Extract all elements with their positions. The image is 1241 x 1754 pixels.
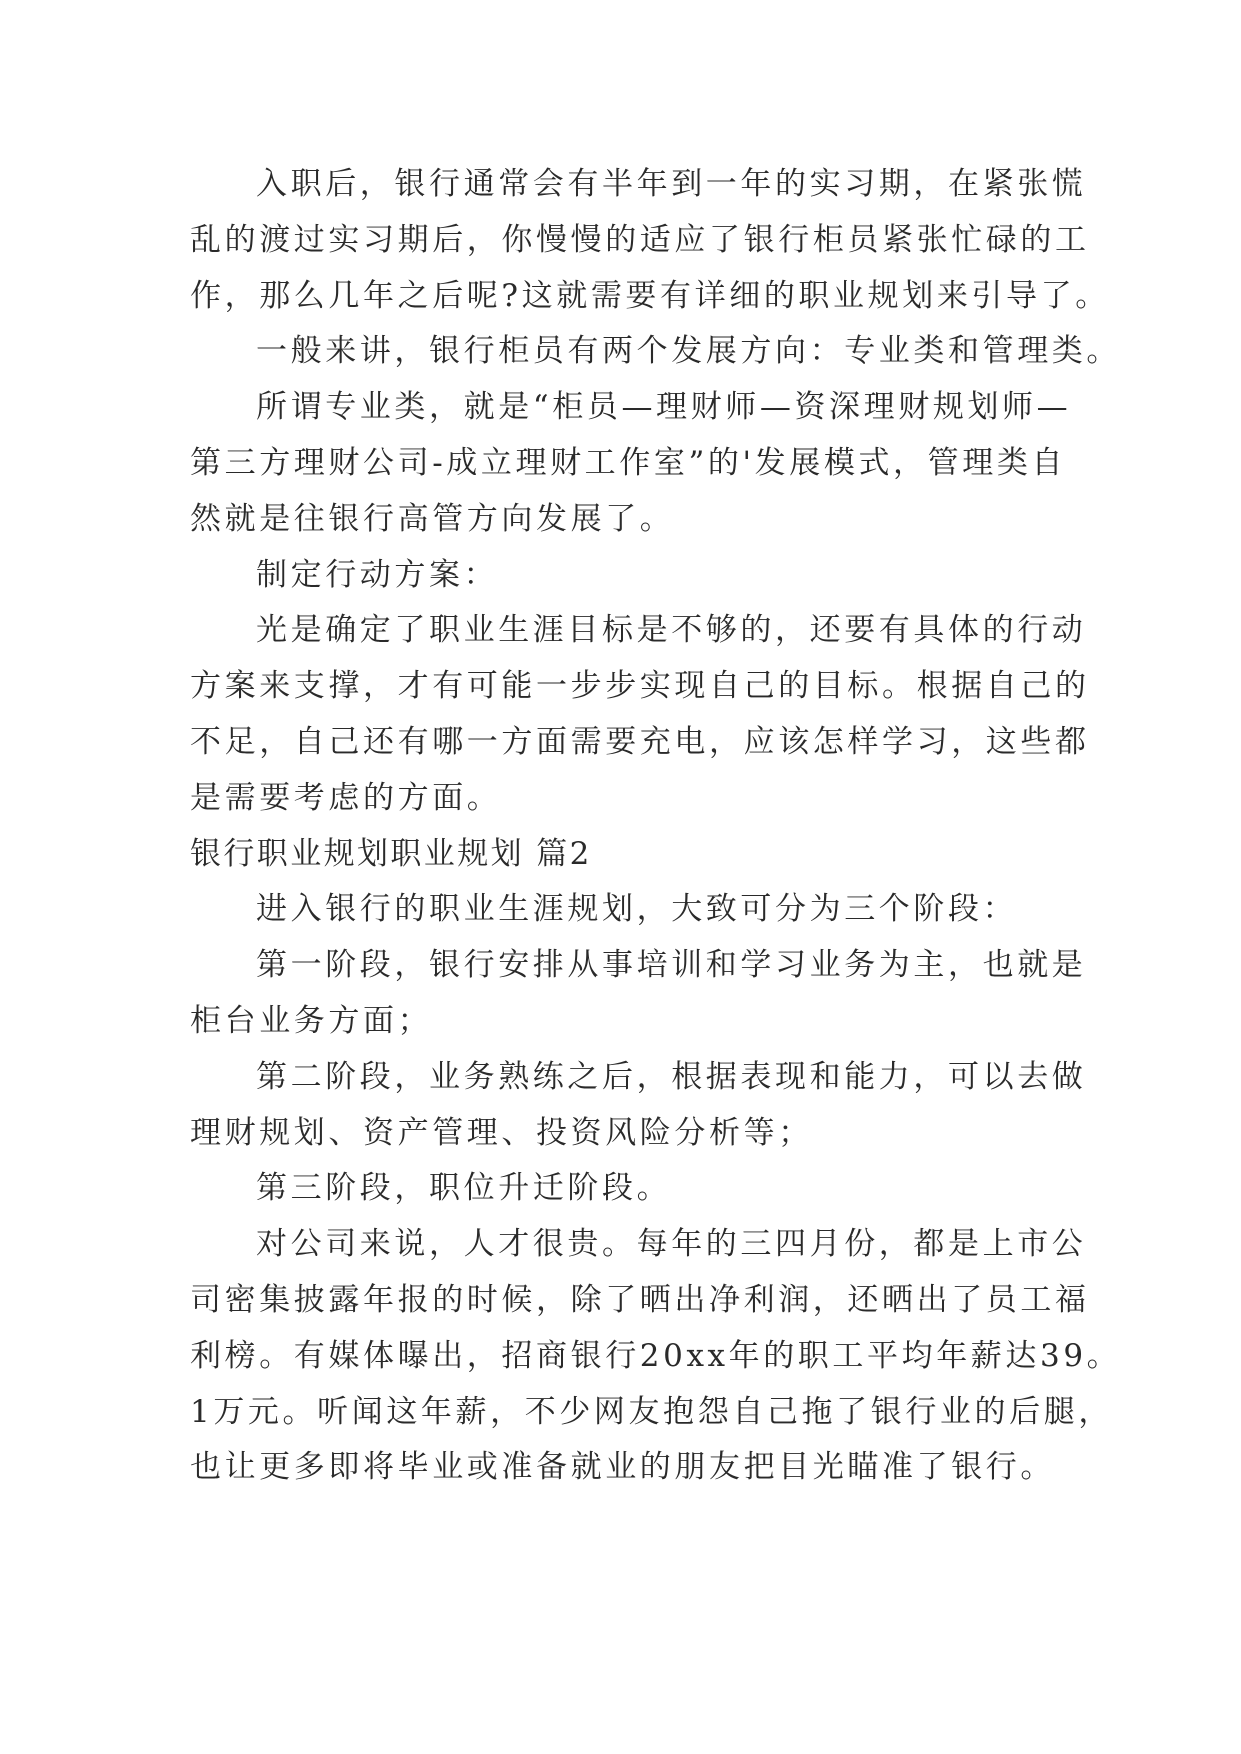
paragraph-line: 第二阶段，业务熟练之后，根据表现和能力，可以去做: [256, 1058, 1087, 1095]
paragraph-line: 柜台业务方面；: [190, 1002, 433, 1039]
paragraph-line: 作，那么几年之后呢?这就需要有详细的职业规划来引导了。: [190, 277, 1110, 314]
paragraph-line: 司密集披露年报的时候，除了晒出净利润，还晒出了员工福: [190, 1281, 1090, 1318]
paragraph-line: 1万元。听闻这年薪，不少网友抱怨自己拖了银行业的后腿，: [190, 1393, 1113, 1430]
paragraph-line: 光是确定了职业生涯目标是不够的，还要有具体的行动: [256, 612, 1087, 649]
document-body: [190, 157, 1122, 1496]
paragraph-line: 乱的渡过实习期后，你慢慢的适应了银行柜员紧张忙碌的工: [190, 221, 1090, 258]
paragraph-line: 进入银行的职业生涯规划，大致可分为三个阶段：: [256, 891, 1018, 928]
paragraph-line: 不足，自己还有哪一方面需要充电，应该怎样学习，这些都: [190, 723, 1090, 760]
paragraph-line: 第一阶段，银行安排从事培训和学习业务为主，也就是: [256, 947, 1087, 984]
paragraph-line: 对公司来说，人才很贵。每年的三四月份，都是上市公: [256, 1226, 1087, 1263]
section-heading: 银行职业规划职业规划 篇2: [190, 835, 592, 872]
paragraph-line: 理财规划、资产管理、投资风险分析等；: [190, 1114, 813, 1151]
paragraph-line: 利榜。有媒体曝出，招商银行20xx年的职工平均年薪达39。: [190, 1337, 1122, 1374]
paragraph-line: 第三方理财公司-成立理财工作室”的'发展模式，管理类自: [190, 444, 1067, 481]
paragraph-line: 也让更多即将毕业或准备就业的朋友把目光瞄准了银行。: [190, 1449, 1055, 1486]
paragraph-line: 是需要考虑的方面。: [190, 779, 502, 816]
paragraph-line: 一般来讲，银行柜员有两个发展方向：专业类和管理类。: [256, 333, 1121, 370]
paragraph-line: 方案来支撑，才有可能一步步实现自己的目标。根据自己的: [190, 668, 1090, 705]
paragraph-line: 入职后，银行通常会有半年到一年的实习期，在紧张慌: [256, 166, 1087, 202]
paragraph-line: 第三阶段，职位升迁阶段。: [256, 1170, 672, 1207]
paragraph-line: 所谓专业类，就是“柜员—理财师—资深理财规划师—: [256, 389, 1072, 426]
paragraph-line: 制定行动方案：: [256, 556, 499, 593]
paragraph-line: 然就是往银行高管方向发展了。: [190, 500, 675, 537]
